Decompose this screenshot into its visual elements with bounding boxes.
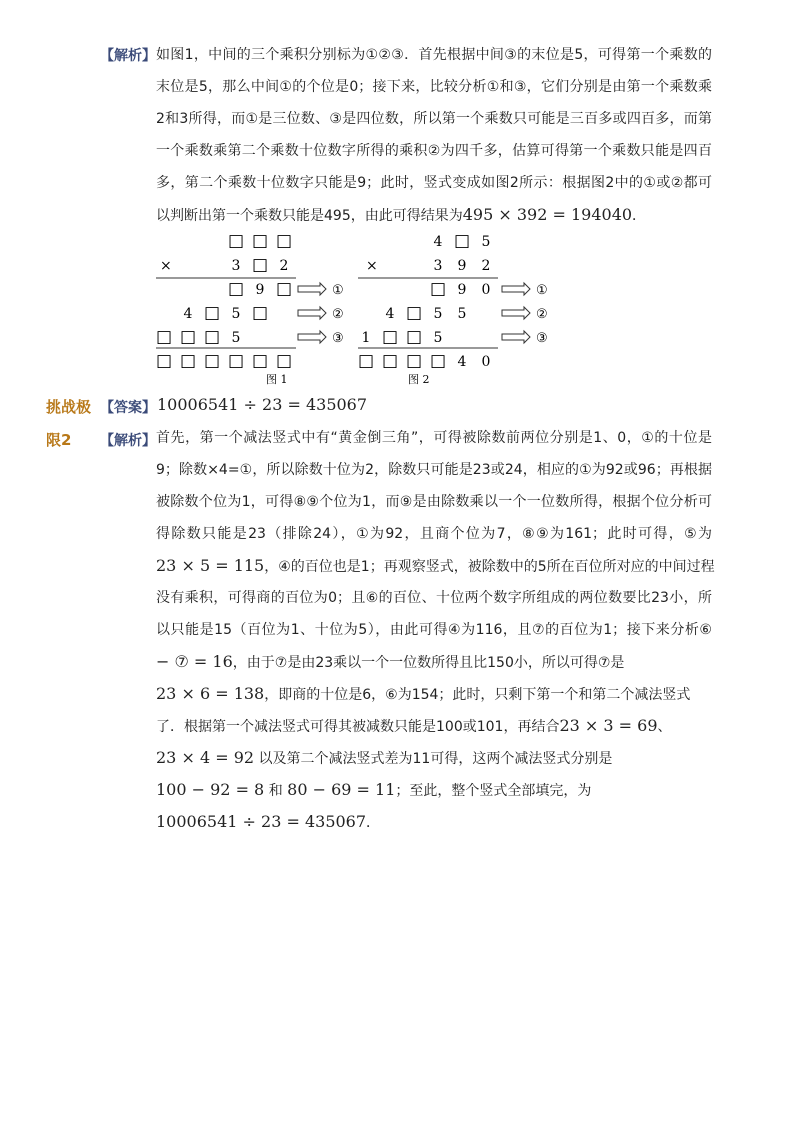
analysis-line: 得除数只能是23（排除24），①为92，且商个位为7，⑧⑨为161；此时可得，⑤为 — [156, 526, 712, 542]
blank-box: □ — [227, 279, 245, 299]
arrow-icon — [298, 283, 326, 295]
blank-box: □ — [357, 351, 375, 371]
blank-box: □ — [251, 231, 269, 251]
digit: 9 — [255, 282, 265, 298]
digit: 3 — [231, 258, 241, 274]
analysis-label-2: 【解析】 — [100, 433, 156, 449]
analysis-line: 被除数个位为1，可得⑧⑨个位为1，而⑨是由除数乘以一个一位数所得，根据个位分析可 — [156, 494, 712, 510]
figure-1-caption: 图 1 — [266, 373, 288, 386]
digit: 5 — [481, 234, 491, 250]
multiplication-figures — [150, 228, 570, 396]
analysis-line: 9；除数×4=①，所以除数十位为2，除数只可能是23或24，相应的①为92或96；再根据 — [156, 462, 712, 478]
text: 了．根据第一个减法竖式可得其被减数只能是100或101，再结合 — [156, 719, 560, 735]
product-label: ① — [536, 283, 548, 298]
blank-box: □ — [251, 303, 269, 323]
product-label: ② — [536, 307, 548, 322]
text: ． — [632, 208, 647, 224]
blank-box: □ — [275, 351, 293, 371]
text: ，④的百位也是1；再观察竖式，被除数中的5所在百位所对应的中间过程 — [264, 559, 715, 575]
blank-box: □ — [405, 303, 423, 323]
analysis-line: 以只能是15（百位为1、十位为5），由此可得④为116，且⑦的百位为1；接下来分析⑥ — [156, 622, 712, 638]
blank-box: □ — [381, 351, 399, 371]
blank-box: □ — [155, 327, 173, 347]
arrow-icon — [502, 307, 530, 319]
blank-box: □ — [203, 327, 221, 347]
blank-box: □ — [179, 327, 197, 347]
digit: 0 — [481, 282, 491, 298]
figure-2-caption: 图 2 — [408, 373, 430, 386]
blank-box: □ — [453, 231, 471, 251]
text: ，即商的十位是6，⑥为154；此时，只剩下第一个和第二个减法竖式 — [264, 687, 691, 703]
text: ． — [366, 815, 381, 831]
math: 23 × 5 = 115 — [156, 556, 265, 575]
analysis-line-last — [156, 199, 712, 231]
digit: 5 — [231, 306, 241, 322]
blank-box: □ — [251, 351, 269, 371]
analysis-line: 一个乘数乘第二个乘数十位数字所得的乘积②为四千多，估算可得第一个乘数只能是四百 — [156, 143, 712, 159]
digit: 2 — [279, 258, 289, 274]
text: 以判断出第一个乘数只能是495，由此可得结果为 — [156, 208, 463, 224]
digit: 3 — [433, 258, 443, 274]
math-result: 495 × 392 = 194040 — [462, 205, 633, 224]
answer-label: 【答案】 — [100, 400, 156, 416]
text: 、 — [657, 719, 672, 735]
digit: 5 — [457, 306, 467, 322]
analysis-line — [156, 806, 712, 838]
answer-math: 10006541 ÷ 23 = 435067 — [157, 395, 368, 414]
text: 以及第二个减法竖式差为11可得，这两个减法竖式分别是 — [258, 751, 613, 767]
digit: 9 — [457, 258, 467, 274]
text: ；至此，整个竖式全部填完，为 — [395, 783, 592, 799]
text: ，由于⑦是由23乘以一个一位数所得且比150小，所以可得⑦是 — [232, 655, 625, 671]
digit: 4 — [457, 354, 467, 370]
analysis-line: 多，第二个乘数十位数字只能是9；此时，竖式变成如图2所示：根据图2中的①或②都可 — [156, 175, 712, 191]
analysis-line — [156, 742, 712, 774]
digit: 5 — [433, 306, 443, 322]
figures-svg — [150, 228, 570, 396]
times-sign: × — [366, 258, 378, 274]
blank-box: □ — [429, 351, 447, 371]
math: 23 × 6 = 138 — [156, 684, 265, 703]
digit: 4 — [183, 306, 193, 322]
digit: 1 — [361, 330, 371, 346]
math: 23 × 3 = 69 — [559, 716, 658, 735]
analysis-line — [156, 646, 712, 678]
blank-box: □ — [203, 303, 221, 323]
analysis-line — [156, 550, 715, 582]
product-label: ③ — [332, 331, 344, 346]
blank-box: □ — [227, 231, 245, 251]
figure-1 — [156, 231, 296, 386]
analysis-paragraph-2 — [156, 422, 715, 838]
blank-box: □ — [275, 231, 293, 251]
blank-box: □ — [381, 327, 399, 347]
analysis-line — [156, 710, 712, 742]
math: 23 × 4 = 92 — [156, 748, 255, 767]
text: 和 — [268, 783, 283, 799]
blank-box: □ — [203, 351, 221, 371]
blank-box: □ — [227, 351, 245, 371]
blank-box: □ — [405, 351, 423, 371]
blank-box: □ — [155, 351, 173, 371]
product-label: ① — [332, 283, 344, 298]
analysis-line: 2和3所得，而①是三位数、③是四位数，所以第一个乘数只可能是三百多或四百多，而第 — [156, 111, 712, 127]
math: 10006541 ÷ 23 = 435067 — [156, 812, 367, 831]
digit: 4 — [433, 234, 443, 250]
blank-box: □ — [179, 351, 197, 371]
arrow-icon — [502, 331, 530, 343]
blank-box: □ — [405, 327, 423, 347]
limit-side-label: 限2 — [46, 431, 72, 449]
math: 100 − 92 = 8 — [156, 780, 265, 799]
digit: 4 — [385, 306, 395, 322]
analysis-label-1: 【解析】 — [100, 48, 156, 64]
digit: 0 — [481, 354, 491, 370]
blank-box: □ — [429, 279, 447, 299]
product-label: ② — [332, 307, 344, 322]
digit: 5 — [231, 330, 241, 346]
digit: 9 — [457, 282, 467, 298]
arrow-icon — [298, 331, 326, 343]
math: − ⑦ = 16 — [156, 652, 233, 671]
analysis-line: 首先，第一个减法竖式中有“黄金倒三角”，可得被除数前两位分别是1、0，①的十位是 — [156, 430, 712, 446]
figure-2 — [358, 231, 498, 386]
analysis-line: 如图1，中间的三个乘积分别标为①②③．首先根据中间③的末位是5，可得第一个乘数的 — [156, 47, 712, 63]
analysis-line: 没有乘积，可得商的百位为0；且⑥的百位、十位两个数字所组成的两位数要比23小，所 — [156, 590, 712, 606]
analysis-line — [156, 678, 712, 710]
math: 80 − 69 = 11 — [287, 780, 396, 799]
blank-box: □ — [275, 279, 293, 299]
arrow-icon — [502, 283, 530, 295]
times-sign: × — [160, 258, 172, 274]
digit: 5 — [433, 330, 443, 346]
product-label: ③ — [536, 331, 548, 346]
arrow-icon — [298, 307, 326, 319]
analysis-line: 末位是5，那么中间①的个位是0；接下来，比较分析①和③，它们分别是由第一个乘数乘 — [156, 79, 712, 95]
blank-box: □ — [251, 255, 269, 275]
analysis-line — [156, 774, 712, 806]
digit: 2 — [481, 258, 491, 274]
analysis-paragraph-1 — [156, 39, 712, 231]
challenge-side-label: 挑战极 — [46, 398, 92, 416]
